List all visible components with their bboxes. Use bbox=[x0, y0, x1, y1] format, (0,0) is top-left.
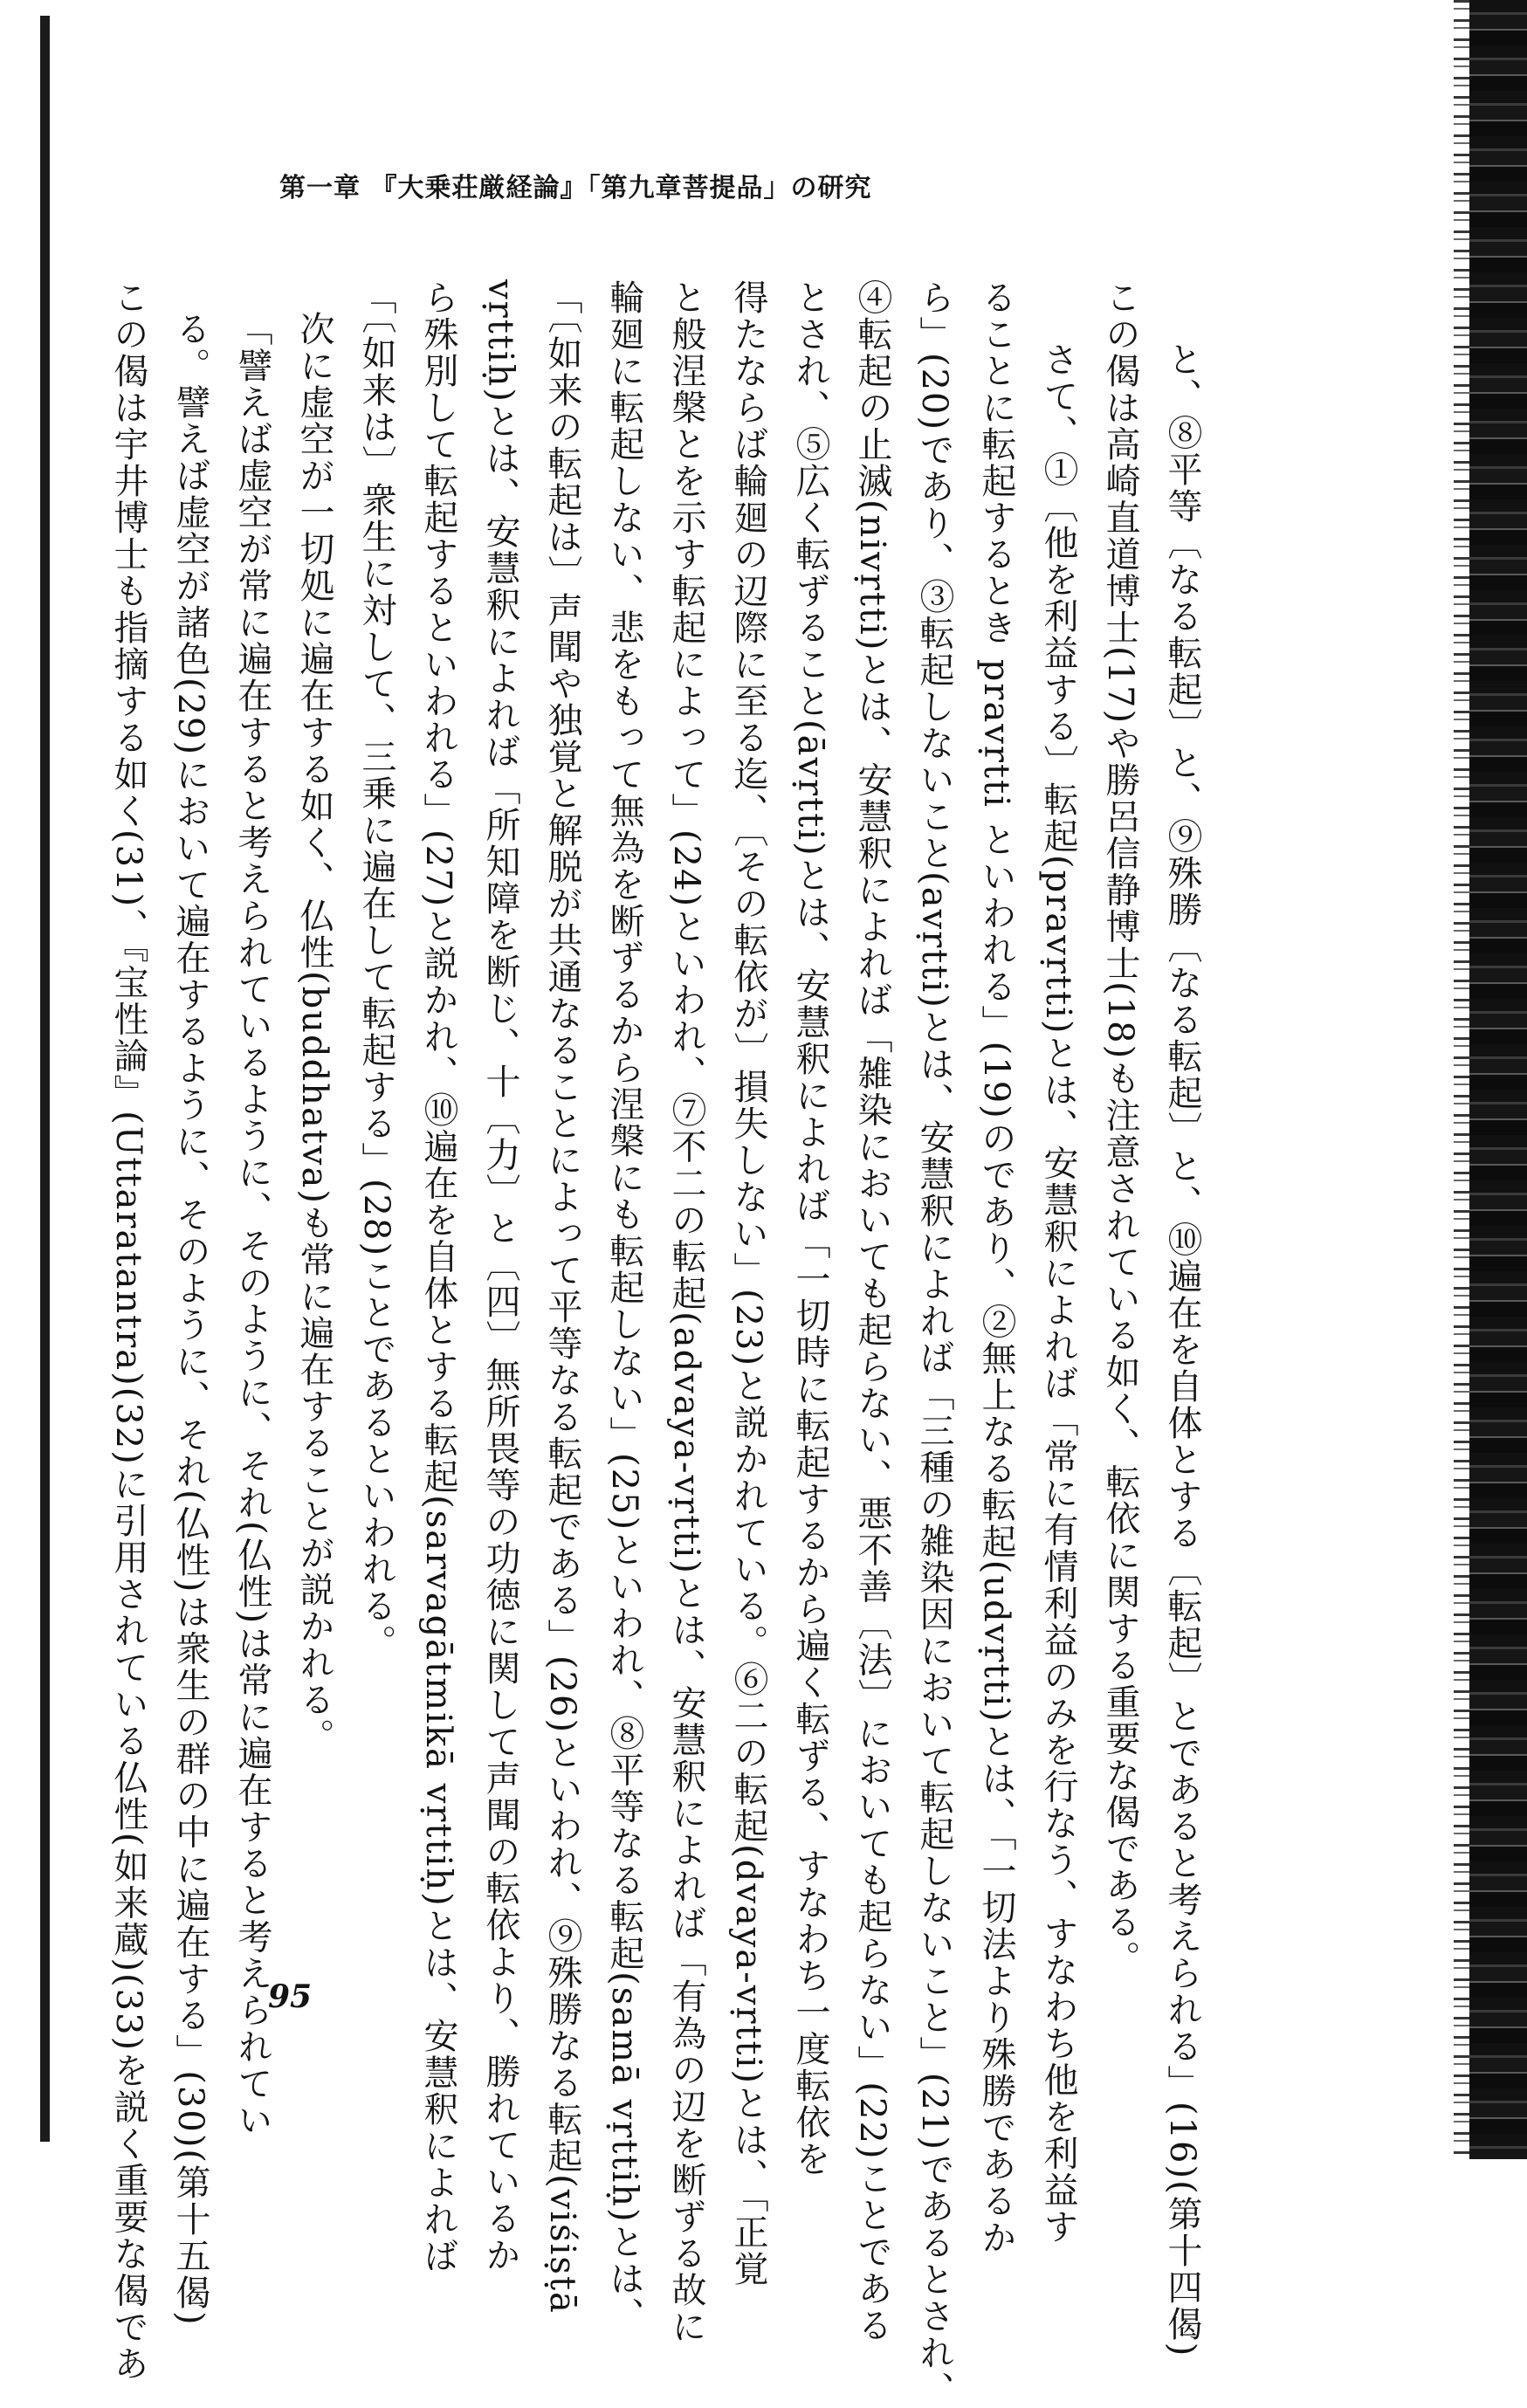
text-line: とされ、⑤広く転ずること(āvṛtti)とは、安慧釈によれば「一切時に転起するから遍く転ずる、すなわち一度転依を bbox=[790, 279, 830, 2178]
text-line: る。譬えば虚空が諸色(29)において遍在するように、そのように、それ(仏性)は衆生の群の中に遍在する」(30)(第十五偈) bbox=[170, 311, 210, 2327]
scan-dark-edge bbox=[1469, 0, 1527, 2159]
page-number: 95 bbox=[268, 1978, 313, 2015]
text-line: 「〔如来は〕衆生に対して、三乗に遍在して転起する」(28)ことであるといわれる。 bbox=[356, 279, 396, 1662]
text-line: vṛttiḥ)とは、安慧釈によれば「所知障を断じ、十〔力〕と〔四〕無所畏等の功徳に関して声聞の転依より、勝れているか bbox=[480, 279, 520, 2274]
text-line: 「譬えば虚空が常に遍在すると考えられているように、そのように、それ(仏性)は常に遍在すると考えられてい bbox=[232, 311, 272, 2139]
text-line: 得たならば輪廻の辺際に至る迄、〔その転依が〕損失しない」(23)と説かれている。⑥二の転起(dvaya-vṛtti)とは、「正覚 bbox=[728, 279, 768, 2288]
text-line: ④転起の止滅(nivṛtti)とは、安慧釈によれば「雑染においても起らない、悪不善〔法〕においても起らない」(22)ことである bbox=[852, 279, 892, 2344]
text-line: と、⑧平等〔なる転起〕と、⑨殊勝〔なる転起〕と、⑩遍在を自体とする〔転起〕とであると考えられる」(16)(第十四偈) bbox=[1162, 341, 1202, 2358]
text-line: さて、①〔他を利益する〕転起(pravṛtti)とは、安慧釈によれば「常に有情利益のみを行なう、すなわち他を利益す bbox=[1038, 341, 1078, 2246]
text-line: ることに転起するとき pravṛtti といわれる」(19)のであり、②無上なる転起(udvṛtti)とは、「一切法より殊勝であるか bbox=[976, 279, 1016, 2257]
text-line: この偈は宇井博士も指摘する如く(31)、『宝性論』(Uttaratantra)(32)に引用されている仏性(如来蔵)(33)を説く重要な偈であ bbox=[108, 279, 148, 2383]
text-line: 輪廻に転起しない、悲をもって無為を断ずるから涅槃にも転起しない」(25)といわれ、⑧平等なる転起(samā vṛttiḥ)とは、 bbox=[604, 279, 644, 2334]
text-line: ら」(20)であり、③転起しないこと(avṛtti)とは、安慧釈によれば「三種の雑染因において転起しないこと」(21)であるとされ、 bbox=[914, 279, 954, 2408]
scan-margin-rule bbox=[40, 16, 50, 2142]
text-line: 次に虚空が一切処に遍在する如く、仏性(buddhatva)も常に遍在することが説かれる。 bbox=[294, 311, 334, 1755]
text-line: と般涅槃とを示す転起によって」(24)といわれ、⑦不二の転起(advaya-vṛtti)とは、安慧釈によれば「有為の辺を断ずる故に bbox=[666, 279, 706, 2345]
running-header: 第一章 『大乗荘厳経論』「第九章菩提品」の研究 bbox=[279, 173, 872, 203]
text-line: ら殊別して転起するといわれる」(27)と説かれ、⑩遍在を自体とする転起(sarvagātmikā vṛttiḥ)とは、安慧釈によれば bbox=[418, 279, 458, 2274]
text-line: 「〔如来の転起は〕声聞や独覚と解脱が共通なることによって平等なる転起である」(26)といわれ、⑨殊勝なる転起(viśiṣṭā bbox=[542, 279, 582, 2315]
text-line: この偈は高崎直道博士(17)や勝呂信静博士(18)も注意されている如く、転依に関する重要な偈である。 bbox=[1100, 279, 1140, 1978]
